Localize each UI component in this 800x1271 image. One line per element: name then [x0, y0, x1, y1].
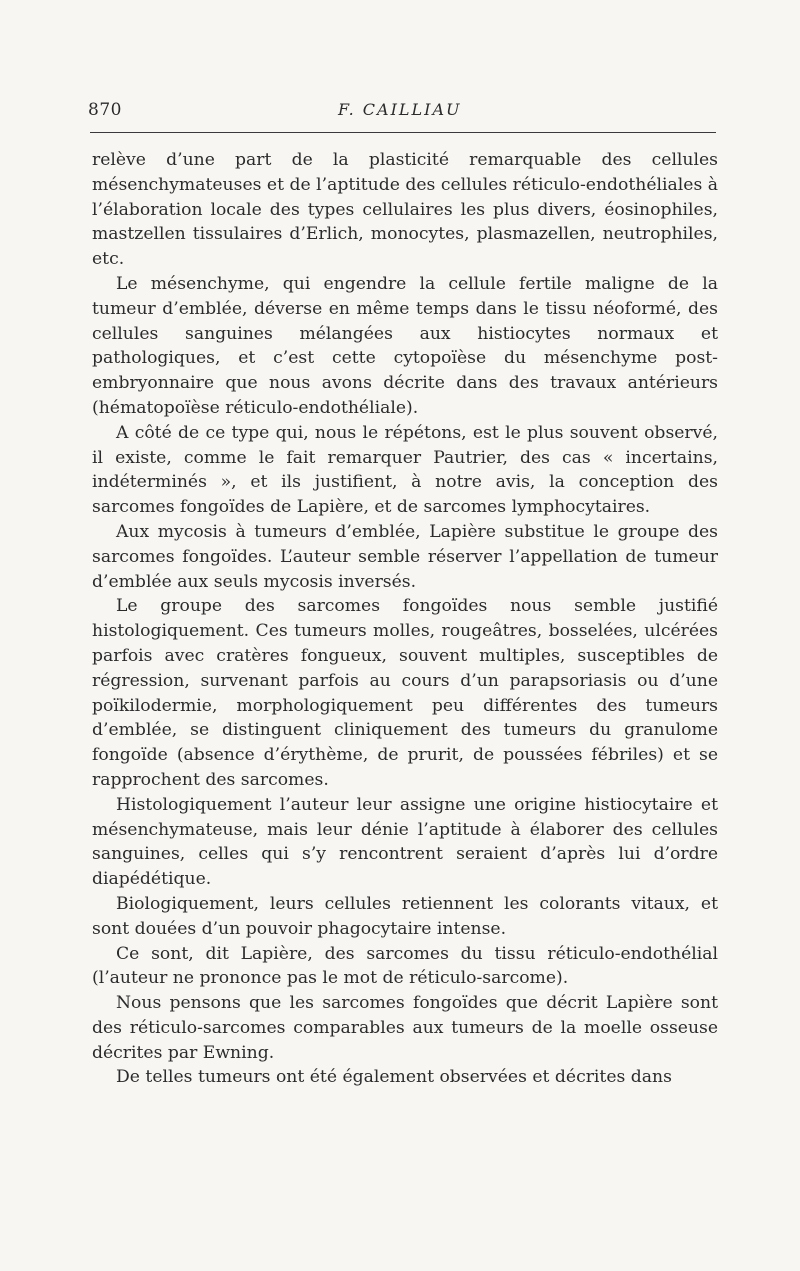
paragraph: Biologiquement, leurs cellules retiennent les colorants vitaux, et sont douées d’un pouvoir phagocytaire intense. — [92, 893, 718, 939]
paragraph: De telles tumeurs ont été également observées et décrites dans — [116, 1067, 672, 1088]
paragraph: relève d’une part de la plasticité remarquable des cellules mésenchymateuses et de l’aptitude des cellules réticulo-endothéliales à l’élaboration locale des types cellulaires les plus divers, éosinophiles, mastzellen tissulaires d’Erlich, monocytes, plasmazellen, neutrophiles, etc. — [92, 150, 718, 270]
page-number: 870 — [88, 100, 122, 120]
paragraph: Le groupe des sarcomes fongoïdes nous semble justifié histologiquement. Ces tumeurs molles, rougeâtres, bosselées, ulcérées parfois avec cratères fongueux, souvent multiples, susceptibles de régression, survenant parfois au cours d’un parapsoriasis ou d’une poïkilodermie, morphologiquement peu différentes des tumeurs d’emblée, se distinguent cliniquement des tumeurs du granulome fongoïde (absence d’érythème, de prurit, de poussées fébriles) et se rapprochent des sarcomes. — [92, 596, 718, 790]
paragraph: A côté de ce type qui, nous le répétons, est le plus souvent observé, il existe, comme le fait remarquer Pautrier, des cas « incertains, indéterminés », et ils justifient, à notre avis, la conception des sarcomes fongoïdes de Lapière, et de sarcomes lymphocytaires. — [92, 422, 718, 518]
paragraph: Le mésenchyme, qui engendre la cellule fertile maligne de la tumeur d’emblée, déverse en même temps dans le tissu néoformé, des cellules sanguines mélangées aux histiocytes normaux et pathologiques, et c’est cette cytopoïèse du mésenchyme post-embryonnaire que nous avons décrite dans des travaux antérieurs (hématopoïèse réticulo-endothéliale). — [92, 273, 718, 418]
paragraph: Nous pensons que les sarcomes fongoïdes que décrit Lapière sont des réticulo-sarcomes comparables aux tumeurs de la moelle osseuse décrites par Ewning. — [92, 993, 718, 1063]
paragraph: Aux mycosis à tumeurs d’emblée, Lapière substitue le groupe des sarcomes fongoïdes. L’auteur semble réserver l’appellation de tumeur d’emblée aux seuls mycosis inversés. — [92, 521, 718, 592]
header-rule — [90, 132, 716, 133]
paragraph: Histologiquement l’auteur leur assigne une origine histiocytaire et mésenchymateuse, mais leur dénie l’aptitude à élaborer des cellules sanguines, celles qui s’y rencontrent seraient d’après lui d’ordre diapédétique. — [92, 794, 718, 890]
running-head: F. CAILLIAU — [338, 100, 462, 119]
page-header — [88, 100, 718, 130]
body-text — [92, 148, 718, 1090]
paragraph: Ce sont, dit Lapière, des sarcomes du tissu réticulo-endothélial (l’auteur ne prononce pas le mot de réticulo-sarcome). — [92, 943, 718, 989]
